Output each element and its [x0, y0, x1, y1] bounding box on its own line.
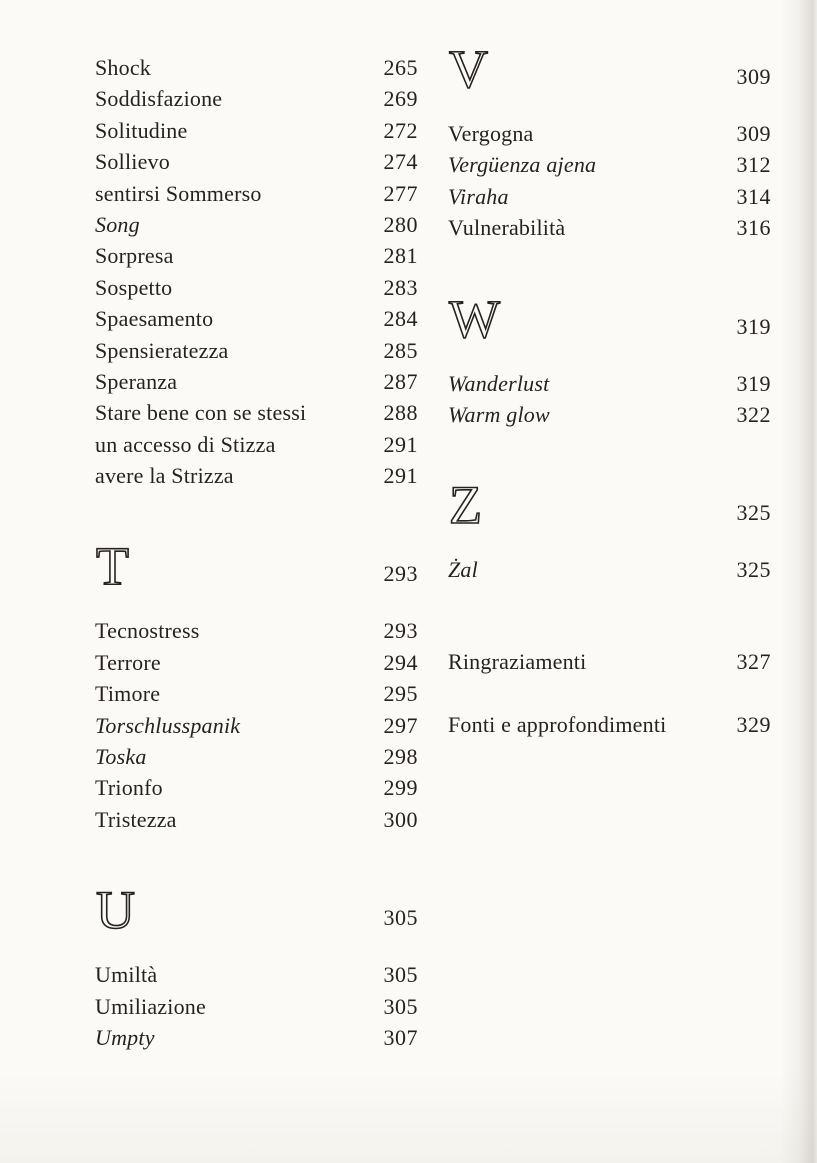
- toc-entry: [95, 1022, 418, 1053]
- entry-label: un accesso di Stizza: [95, 431, 276, 457]
- toc-entry: [95, 429, 418, 460]
- entry-page-number: 300: [383, 806, 418, 832]
- entry-page-number: 299: [383, 775, 418, 801]
- entry-label: Soddisfazione: [95, 86, 223, 112]
- section-letter-row: [448, 480, 771, 526]
- section-letter-row: [448, 44, 771, 90]
- entry-label: Sorpresa: [95, 243, 174, 269]
- section-letter: T: [96, 541, 129, 588]
- entry-page-number: 272: [383, 117, 418, 143]
- section-page-number: 293: [383, 561, 418, 587]
- toc-entry: [95, 52, 418, 83]
- toc-entry: [95, 678, 418, 709]
- entry-page-number: 281: [383, 243, 418, 269]
- toc-entry: [95, 115, 418, 146]
- toc-entry: [95, 272, 418, 303]
- toc-entry: [95, 83, 418, 114]
- section-letter: W: [449, 293, 500, 340]
- entry-page-number: 325: [736, 557, 771, 583]
- section-letter-glyph: [448, 44, 528, 90]
- entry-label: Wanderlust: [448, 370, 550, 396]
- entry-label: Tristezza: [95, 806, 177, 832]
- entry-page-number: 293: [383, 618, 418, 644]
- section-letter-row: [448, 294, 771, 340]
- toc-entry: [95, 804, 418, 835]
- entry-label: Vergüenza ajena: [448, 152, 597, 178]
- entry-page-number: 298: [383, 744, 418, 770]
- entry-label: Warm glow: [448, 401, 550, 427]
- entry-page-number: 274: [383, 149, 418, 175]
- entry-label: Żal: [448, 557, 478, 583]
- entry-page-number: 285: [383, 337, 418, 363]
- entries-block: [448, 368, 771, 431]
- toc-entry: [95, 366, 418, 397]
- toc-entry: [448, 181, 771, 212]
- toc-entry: [95, 209, 418, 240]
- section-page-number: 305: [383, 905, 418, 931]
- entry-page-number: 312: [736, 152, 771, 178]
- section-letter-glyph: [95, 885, 175, 931]
- entry-label: Viraha: [448, 183, 509, 209]
- entry-page-number: 280: [383, 211, 418, 237]
- toc-entry: [95, 959, 418, 990]
- entry-label: Ringraziamenti: [448, 648, 587, 674]
- section-letter: U: [96, 885, 135, 932]
- entries-block: [95, 52, 418, 491]
- toc-entry: [448, 149, 771, 180]
- entry-page-number: 309: [736, 121, 771, 146]
- entries-block: [448, 118, 771, 244]
- toc-entry: [448, 368, 771, 399]
- entry-page-number: 284: [383, 306, 418, 332]
- toc-column-left: [95, 0, 418, 1053]
- entry-label: sentirsi Sommerso: [95, 180, 262, 206]
- entry-page-number: 327: [736, 648, 771, 674]
- entry-page-number: 294: [383, 649, 418, 675]
- section-page-number: 325: [736, 500, 771, 526]
- entry-label: Umiltà: [95, 962, 158, 988]
- entry-label: Shock: [95, 55, 151, 80]
- toc-entry: [448, 118, 771, 149]
- entry-label: Torschlusspanik: [95, 712, 241, 738]
- entry-page-number: 307: [383, 1024, 418, 1050]
- entry-label: Vulnerabilità: [448, 215, 566, 241]
- entry-label: Umpty: [95, 1024, 155, 1050]
- toc-entry: [95, 303, 418, 334]
- entry-label: Timore: [95, 681, 161, 707]
- entry-label: Vergogna: [448, 121, 534, 146]
- entry-label: Spensieratezza: [95, 337, 229, 363]
- toc-column-right: [448, 0, 771, 773]
- section-letter-row: [95, 541, 418, 587]
- entry-page-number: 329: [736, 712, 771, 738]
- toc-entry: [95, 615, 418, 646]
- section-letter: V: [449, 44, 488, 90]
- entry-label: Terrore: [95, 649, 161, 675]
- entry-label: Sospetto: [95, 274, 173, 300]
- entry-label: Speranza: [95, 368, 178, 394]
- entry-page-number: 291: [383, 431, 418, 457]
- toc-entry: [95, 741, 418, 772]
- toc-entry: [95, 772, 418, 803]
- toc-entry: [95, 710, 418, 741]
- entry-label: Sollievo: [95, 149, 170, 175]
- entry-label: Song: [95, 211, 140, 237]
- toc-entry: [95, 647, 418, 678]
- entry-label: Solitudine: [95, 117, 188, 143]
- entries-block: [448, 646, 771, 741]
- section-page-number: 319: [736, 313, 771, 339]
- entry-label: Stare bene con se stessi: [95, 400, 307, 426]
- entry-page-number: 291: [383, 463, 418, 489]
- toc-entry: [95, 240, 418, 271]
- entry-page-number: 287: [383, 368, 418, 394]
- entry-label: Umiliazione: [95, 993, 206, 1019]
- toc-entry: [448, 399, 771, 430]
- entry-label: Trionfo: [95, 775, 163, 801]
- entry-page-number: 288: [383, 400, 418, 426]
- entry-label: Fonti e approfondimenti: [448, 712, 667, 738]
- entry-page-number: 305: [383, 993, 418, 1019]
- entry-label: Tecnostress: [95, 618, 200, 644]
- entry-page-number: 322: [736, 401, 771, 427]
- entry-page-number: 295: [383, 681, 418, 707]
- toc-entry: [448, 554, 771, 585]
- entry-page-number: 314: [736, 183, 771, 209]
- toc-entry: [448, 212, 771, 243]
- toc-entry: [448, 709, 771, 740]
- entry-label: Toska: [95, 744, 147, 770]
- entry-page-number: 277: [383, 180, 418, 206]
- toc-entry: [95, 991, 418, 1022]
- section-letter-glyph: [448, 480, 528, 526]
- toc-entry: [95, 335, 418, 366]
- entry-page-number: 283: [383, 274, 418, 300]
- entry-page-number: 319: [736, 370, 771, 396]
- section-letter-glyph: [95, 541, 175, 587]
- section-letter-row: [95, 885, 418, 931]
- entries-block: [448, 554, 771, 585]
- page-edge-shadow: [781, 0, 817, 1163]
- entry-page-number: 316: [736, 215, 771, 241]
- toc-entry: [95, 178, 418, 209]
- entry-page-number: 269: [383, 86, 418, 112]
- section-page-number: 309: [736, 64, 771, 89]
- toc-entry: [95, 397, 418, 428]
- entry-page-number: 305: [383, 962, 418, 988]
- entry-page-number: 265: [383, 55, 418, 80]
- entry-label: avere la Strizza: [95, 463, 234, 489]
- entry-page-number: 297: [383, 712, 418, 738]
- entries-block: [95, 615, 418, 835]
- entries-block: [95, 959, 418, 1053]
- toc-entry: [448, 646, 771, 677]
- toc-entry: [95, 146, 418, 177]
- section-letter: Z: [449, 480, 482, 527]
- toc-entry: [95, 460, 418, 491]
- section-letter-glyph: [448, 294, 528, 340]
- entry-label: Spaesamento: [95, 306, 214, 332]
